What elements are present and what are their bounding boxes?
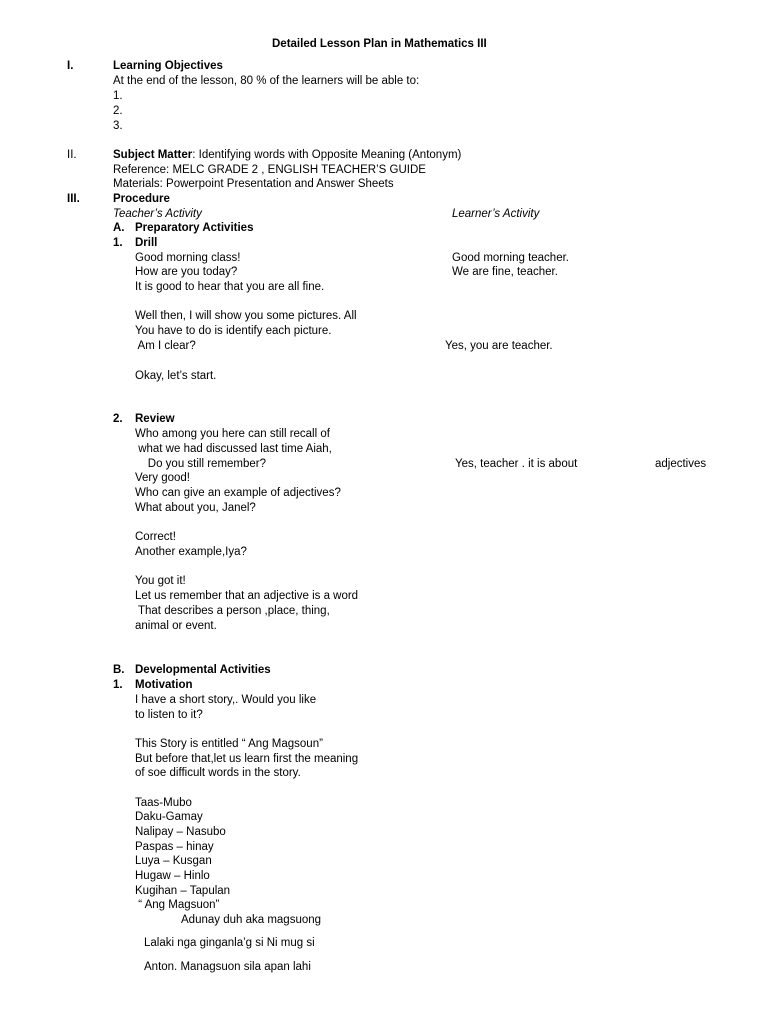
review-teacher-line: what we had discussed last time Aiah,: [135, 443, 332, 455]
objectives-intro: At the end of the lesson, 80 % of the learners will be able to:: [113, 75, 420, 87]
vocabulary-pair: Taas-Mubo: [135, 797, 192, 809]
story-title: “ Ang Magsuon”: [135, 899, 220, 911]
review-teacher-line: What about you, Janel?: [135, 502, 256, 514]
section-3-number: III.: [67, 193, 80, 205]
subject-matter-line: [113, 148, 461, 162]
review-teacher-line: Who among you here can still recall of: [135, 428, 330, 440]
drill-learner-line: We are fine, teacher.: [452, 266, 558, 278]
drill-teacher-line: You have to do is identify each picture.: [135, 325, 332, 337]
story-line: Lalaki nga ginganla’g si Ni mug si: [144, 937, 315, 949]
drill-title: Drill: [135, 237, 158, 249]
section-1-heading: Learning Objectives: [113, 60, 223, 72]
review-teacher-line: You got it!: [135, 575, 186, 587]
review-teacher-line: Let us remember that an adjective is a word: [135, 590, 359, 602]
drill-teacher-line: Well then, I will show you some pictures. All: [135, 310, 357, 322]
story-line: Adunay duh aka magsuong: [181, 914, 322, 926]
section-1-number: I.: [67, 60, 74, 72]
vocabulary-pair: Nalipay – Nasubo: [135, 826, 226, 838]
review-learner-line: Yes, teacher . it is about: [455, 458, 578, 470]
part-a-letter: A.: [113, 222, 125, 234]
drill-learner-line: Yes, you are teacher.: [445, 340, 553, 352]
review-teacher-line: Correct!: [135, 531, 176, 543]
subject-matter-label: Subject Matter: [113, 149, 193, 161]
review-teacher-line: Do you still remember?: [135, 458, 267, 470]
story-line: Anton. Managsuon sila apan lahi: [144, 961, 311, 973]
motivation-line: But before that,let us learn first the meaning: [135, 753, 359, 765]
review-number: 2.: [113, 413, 123, 425]
part-b-title: Developmental Activities: [135, 664, 271, 676]
review-teacher-line: Who can give an example of adjectives?: [135, 487, 341, 499]
motivation-line: of soe difficult words in the story.: [135, 767, 301, 779]
drill-teacher-line: Okay, let’s start.: [135, 370, 217, 382]
review-learner-line: adjectives: [655, 458, 707, 470]
motivation-number: 1.: [113, 679, 123, 691]
review-teacher-line: animal or event.: [135, 620, 217, 632]
vocabulary-pair: Kugihan – Tapulan: [135, 885, 231, 897]
vocabulary-pair: Luya – Kusgan: [135, 855, 212, 867]
drill-teacher-line: Good morning class!: [135, 252, 241, 264]
vocabulary-pair: Hugaw – Hinlo: [135, 870, 210, 882]
objective-item: 2.: [113, 105, 123, 117]
part-b-letter: B.: [113, 664, 125, 676]
subject-matter-text: : Identifying words with Opposite Meaning (Antonym): [192, 149, 462, 161]
review-title: Review: [135, 413, 175, 425]
drill-learner-line: Good morning teacher.: [452, 252, 569, 264]
objective-item: 1.: [113, 90, 123, 102]
teacher-activity-header: Teacher’s Activity: [113, 208, 202, 220]
drill-teacher-line: Am I clear?: [135, 340, 196, 352]
drill-teacher-line: How are you today?: [135, 266, 238, 278]
materials-line: Materials: Powerpoint Presentation and Answer Sheets: [113, 178, 394, 190]
part-a-title: Preparatory Activities: [135, 222, 254, 234]
review-teacher-line: That describes a person ,place, thing,: [135, 605, 330, 617]
motivation-line: to listen to it?: [135, 709, 203, 721]
motivation-title: Motivation: [135, 679, 193, 691]
review-teacher-line: Another example,Iya?: [135, 546, 247, 558]
vocabulary-pair: Daku-Gamay: [135, 811, 203, 823]
review-teacher-line: Very good!: [135, 472, 190, 484]
document-title: Detailed Lesson Plan in Mathematics III: [272, 38, 487, 50]
vocabulary-pair: Paspas – hinay: [135, 841, 214, 853]
reference-line: Reference: MELC GRADE 2 , ENGLISH TEACHER’S GUIDE: [113, 164, 426, 176]
motivation-line: I have a short story,. Would you like: [135, 694, 317, 706]
motivation-line: This Story is entitled “ Ang Magsoun”: [135, 738, 323, 750]
section-2-number: II.: [67, 149, 77, 161]
objective-item: 3.: [113, 120, 123, 132]
drill-teacher-line: It is good to hear that you are all fine.: [135, 281, 325, 293]
learner-activity-header: Learner’s Activity: [452, 208, 540, 220]
drill-number: 1.: [113, 237, 123, 249]
section-3-heading: Procedure: [113, 193, 170, 205]
